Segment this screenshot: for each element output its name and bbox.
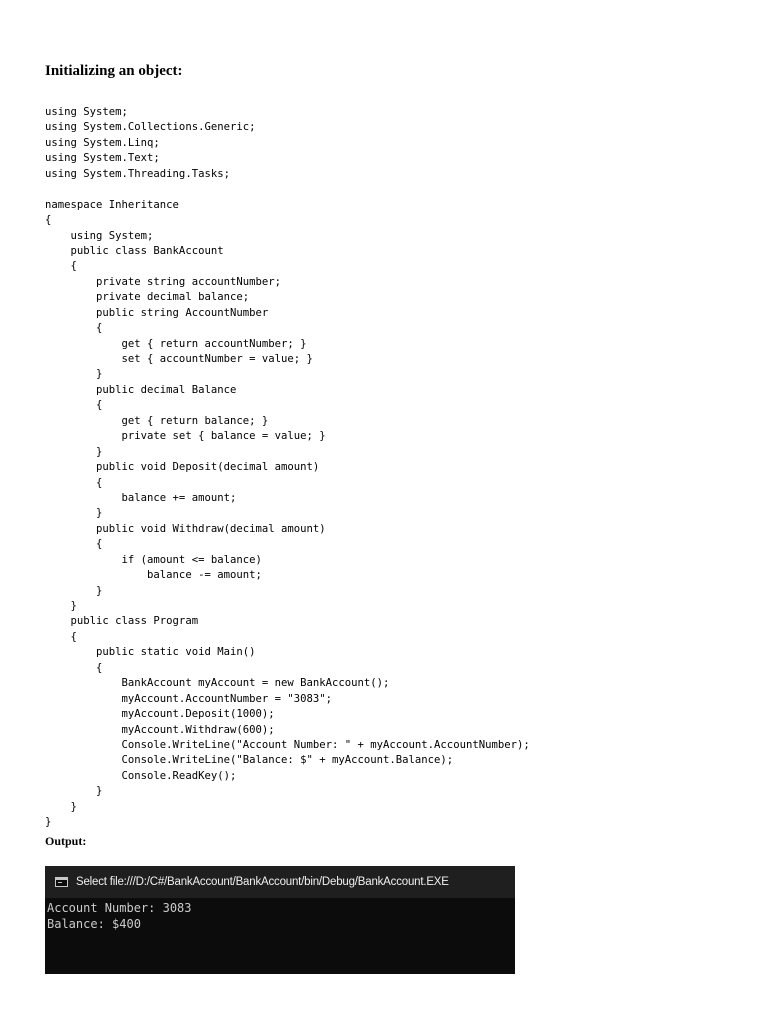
code-line: public static void Main() [45, 646, 256, 659]
code-line: myAccount.Deposit(1000); [45, 708, 275, 721]
code-line: set { accountNumber = value; } [45, 353, 313, 365]
code-line: using System.Threading.Tasks; [45, 167, 230, 180]
code-line: using System.Collections.Generic; [45, 121, 256, 134]
code-line: using System.Linq; [45, 136, 160, 149]
code-line: using System; [45, 106, 128, 118]
code-line: } [45, 368, 103, 381]
code-line: { [45, 661, 103, 674]
console-output-line: Account Number: 3083 [47, 901, 192, 915]
code-line: namespace Inheritance [45, 198, 179, 211]
code-line: using System.Text; [45, 152, 160, 165]
output-label: Output: [45, 834, 87, 848]
code-line: } [45, 507, 103, 520]
code-line: public void Withdraw(decimal amount) [45, 522, 326, 535]
code-line: } [45, 800, 77, 813]
code-line: private string accountNumber; [45, 275, 281, 288]
code-line: private set { balance = value; } [45, 430, 326, 443]
code-line: { [45, 630, 77, 643]
console-app-icon [55, 877, 68, 887]
code-line: } [45, 816, 52, 829]
code-line: { [45, 260, 77, 273]
code-line: } [45, 584, 103, 597]
code-line [45, 182, 530, 197]
code-line: public class BankAccount [45, 244, 224, 257]
code-line: public string AccountNumber [45, 306, 269, 319]
code-line: BankAccount myAccount = new BankAccount(); [45, 677, 390, 690]
console-output-line: Balance: $400 [47, 917, 141, 931]
code-line: get { return accountNumber; } [45, 337, 307, 350]
console-output [47, 900, 192, 932]
code-line: public decimal Balance [45, 383, 237, 396]
code-line: if (amount <= balance) [45, 553, 262, 566]
code-line: Console.WriteLine("Balance: $" + myAccount.Balance); [45, 754, 454, 767]
code-line: { [45, 538, 103, 551]
code-line: { [45, 322, 103, 335]
code-line: Console.WriteLine("Account Number: " + myAccount.AccountNumber); [45, 738, 530, 751]
code-line: public class Program [45, 615, 199, 628]
code-line: Console.ReadKey(); [45, 769, 237, 782]
code-line: myAccount.Withdraw(600); [45, 723, 275, 736]
code-line: { [45, 399, 103, 412]
console-titlebar [45, 866, 515, 898]
code-line: { [45, 214, 52, 227]
console-title: Select file:///D:/C#/BankAccount/BankAccount/bin/Debug/BankAccount.EXE [76, 876, 449, 888]
code-line: get { return balance; } [45, 414, 269, 427]
code-line: myAccount.AccountNumber = "3083"; [45, 692, 333, 705]
console-window [45, 866, 515, 974]
code-block [45, 105, 530, 831]
section-heading: Initializing an object: [45, 63, 183, 79]
code-line: public void Deposit(decimal amount) [45, 461, 320, 474]
code-line: balance += amount; [45, 491, 237, 504]
code-line: } [45, 445, 103, 458]
code-line: } [45, 600, 77, 612]
code-line: } [45, 785, 103, 798]
code-line: private decimal balance; [45, 291, 250, 304]
code-line: using System; [45, 229, 154, 242]
code-line: { [45, 476, 103, 489]
code-line: balance -= amount; [45, 569, 262, 582]
